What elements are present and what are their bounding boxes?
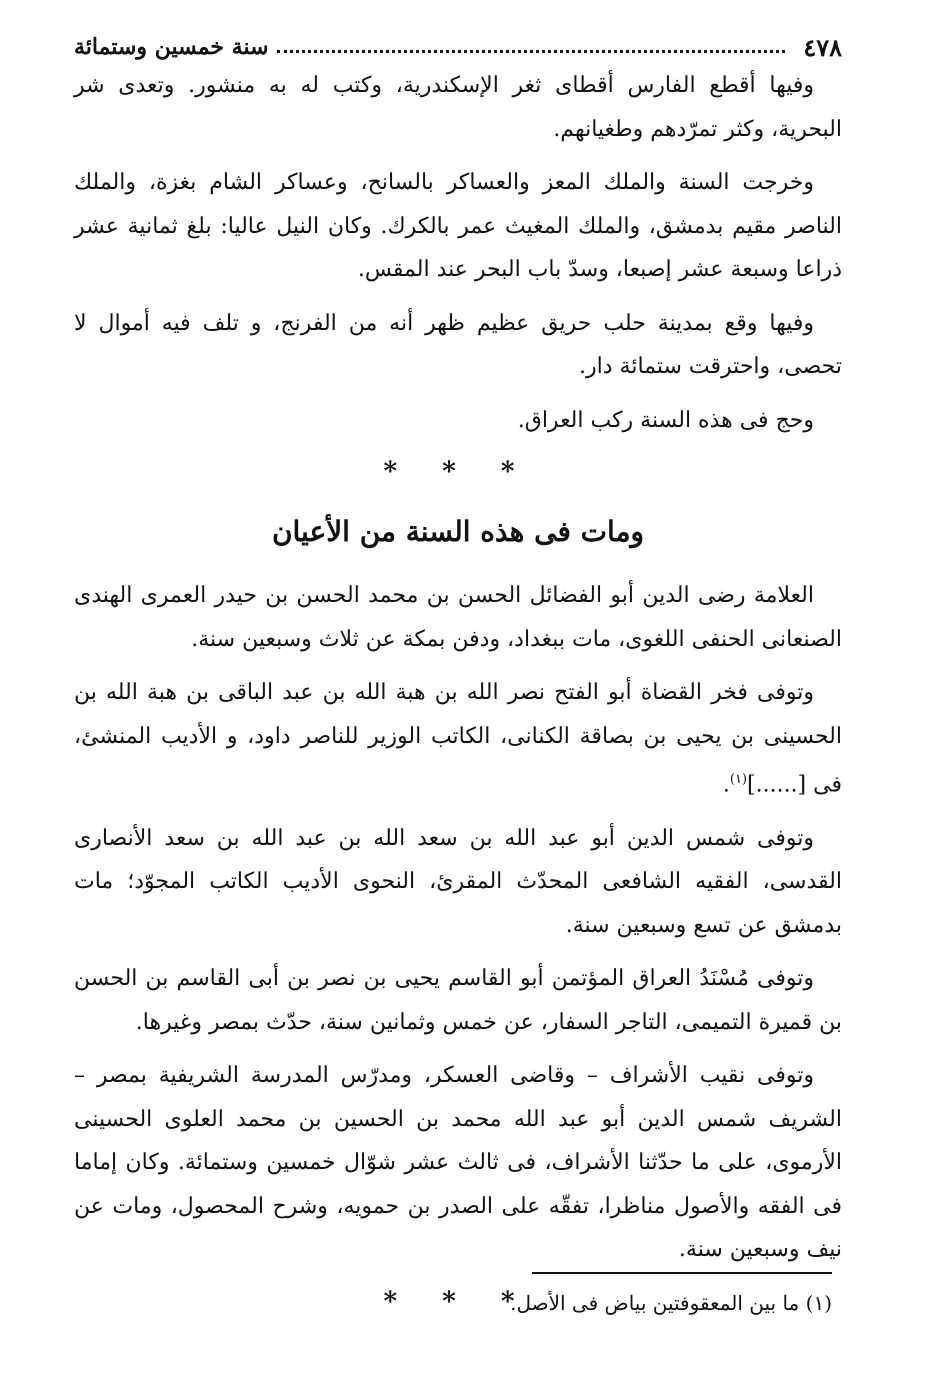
footnote: (١) ما بين المعقوفتين بياض فى الأصل.: [510, 1291, 832, 1315]
footnote-divider: [532, 1272, 832, 1274]
leader-dots: [277, 50, 786, 53]
paragraph: وفيها أقطع الفارس أقطاى ثغر الإسكندرية، وكتب له به منشور. وتعدى شر البحرية، وكثر تمرّدهم وطغيانهم.: [74, 73, 842, 142]
paragraph: وخرجت السنة والملك المعز والعساكر بالسانح، وعساكر الشام بغزة، والملك الناصر مقيم بدمشق، والملك المغيث عمر بالكرك. وكان النيل عاليا: بلغ ثمانية عشر ذراعا وسبعة عشر إصبعا، وسدّ باب البحر عند المقس.: [74, 170, 842, 282]
paragraph: وفيها وقع بمدينة حلب حريق عظيم ظهر أنه من الفرنج، و تلف فيه أموال لا تحصى، واحترقت ستمائة دار.: [74, 310, 842, 379]
paragraph-with-footnote: وتوفى فخر القضاة أبو الفتح نصر الله بن هبة الله بن عبد الباقى بن هبة الله بن الحسينى بن يحيى بن بصاقة الكنانى، الكاتب الوزير للناصر داود، و الأديب المنشئ، فى [......]$^{(١)}$.: [74, 680, 842, 798]
paragraph: وحج فى هذه السنة ركب العراق.: [517, 407, 814, 433]
running-title: سنة خمسين وستمائة: [74, 34, 269, 60]
paragraph: وتوفى شمس الدين أبو عبد الله بن سعد الله بن عبد الله بن سعد الأنصارى القدسى، الفقيه الشافعى المحدّث المقرئ، النحوى الأديب الكاتب المجوّد؛ مات بدمشق عن تسع وسبعين سنة.: [74, 825, 842, 938]
paragraph: وتوفى نقيب الأشراف – وقاضى العسكر، ومدرّس المدرسة الشريفية بمصر – الشريف شمس الدين أبو عبد الله محمد بن الحسين بن محمد العلوى الحسينى الأرموى، على ما حدّثنا الأشراف، فى ثالث عشر شوّال خمسين وستمائة. وكان إماما فى الفقه والأصول مناظرا، تفقّه على الصدر بن حمويه، وشرح المحصول، ومات عن نيف وسبعين سنة.: [74, 1063, 842, 1263]
paragraph: العلامة رضى الدين أبو الفضائل الحسن بن محمد الحسن بن حيدر العمرى الهندى الصنعانى الحنفى اللغوى، مات ببغداد، ودفن بمكة عن ثلاث وسبعين سنة.: [74, 583, 842, 652]
footnote-reference: (١): [729, 772, 748, 787]
page-number: ٤٧٨: [803, 32, 842, 62]
section-separator: * * *: [383, 457, 533, 487]
paragraph: وتوفى مُسْنَدُ العراق المؤتمن أبو القاسم يحيى بن نصر بن أبى القاسم بن الحسن بن قميرة التميمى، التاجر السفار، عن خمس وثمانين سنة، حدّث بمصر وغيرها.: [74, 966, 842, 1035]
section-separator: * * *: [383, 1286, 533, 1317]
section-heading: ومات فى هذه السنة من الأعيان: [271, 515, 645, 548]
running-header: [74, 30, 842, 64]
paragraph-text: وتوفى فخر القضاة أبو الفتح نصر الله بن هبة الله بن عبد الباقى بن هبة الله بن الحسينى بن يحيى بن بصاقة الكنانى، الكاتب الوزير للناصر داود، و الأديب المنشئ، فى [......]: [74, 680, 842, 798]
book-page: [74, 30, 842, 1360]
